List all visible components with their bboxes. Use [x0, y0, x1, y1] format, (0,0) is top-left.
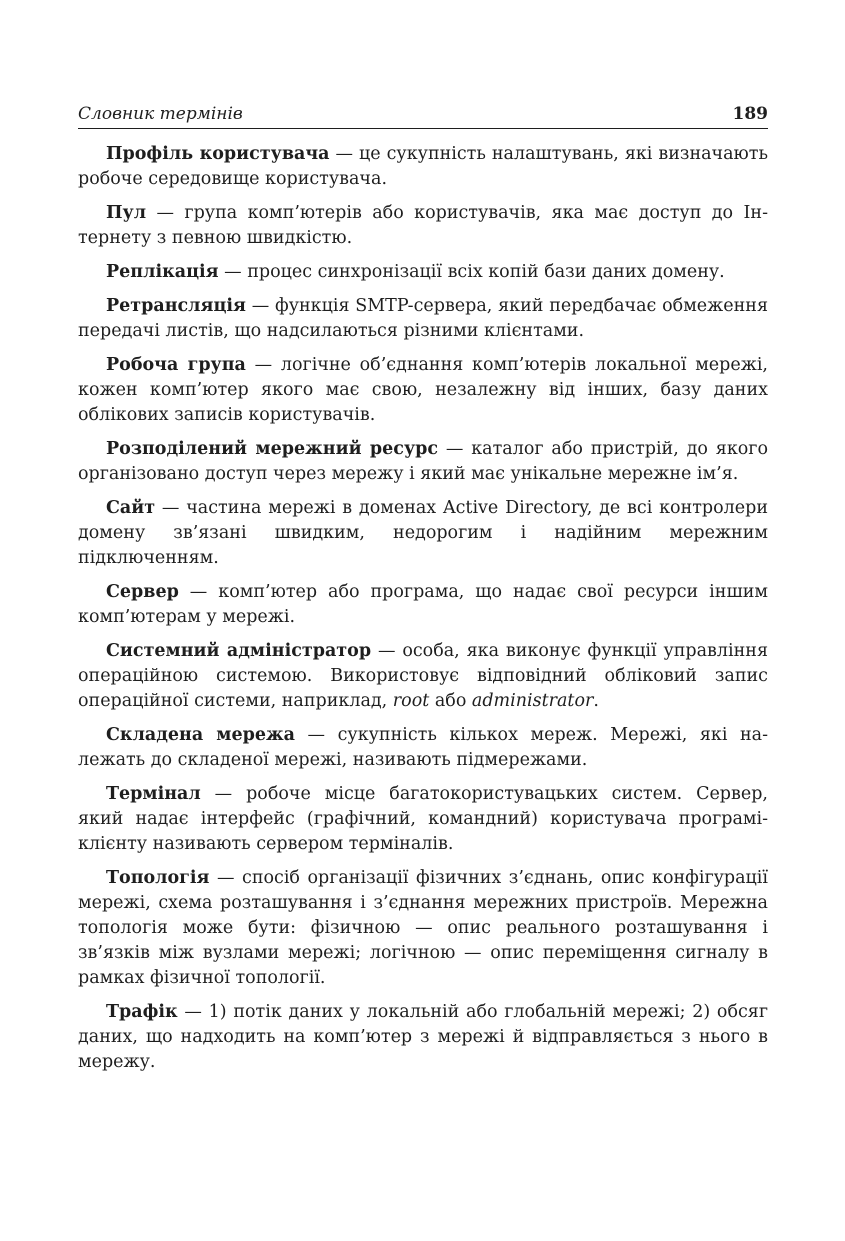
glossary-entry-traffic: [78, 1000, 768, 1075]
entry-example-root: root: [392, 691, 430, 711]
glossary-entry-terminal: [78, 782, 768, 857]
entry-term: Реплікація: [106, 262, 219, 282]
entry-term: Трафік: [106, 1002, 178, 1022]
glossary-entry-shared-resource: [78, 437, 768, 487]
entry-definition: — логічне об’єднання комп’ютерів локальної мережі, кожен комп’ютер якого має свою, незалежну від інших, базу даних облікових записів користувачів.: [78, 355, 768, 425]
running-header: [78, 104, 768, 129]
glossary-entry-replication: [78, 260, 768, 285]
entry-definition: — робоче місце багатокористувацьких систем. Сервер, який надає інтерфейс (графічний, командний) користувача програмі-клієнту називають сервером терміналів.: [78, 784, 768, 854]
entry-definition-end: .: [593, 691, 599, 711]
entry-term: Термінал: [106, 784, 201, 804]
entry-term: Розподілений мережний ресурс: [106, 439, 439, 459]
glossary-entry-topology: [78, 866, 768, 991]
entry-definition: — каталог або пристрій, до якого організовано доступ через мережу і який має унікальне мережне ім’я.: [78, 439, 768, 484]
entry-term: Ретрансляція: [106, 296, 246, 316]
entry-definition: — група комп’ютерів або користувачів, яка має доступ до Інтернету з певною швидкістю.: [78, 203, 768, 248]
entry-term: Складена мережа: [106, 725, 295, 745]
entry-term: Пул: [106, 203, 147, 223]
entry-term: Топологія: [106, 868, 210, 888]
section-title: Словник термінів: [78, 104, 243, 124]
entry-definition: — 1) потік даних у локальній або глобальній мережі; 2) обсяг даних, що надходить на комп’ютер з мережі й відправляється з нього в мережу.: [78, 1002, 768, 1072]
entry-definition: — особа, яка виконує функції управління операційною системою. Використовує відповідний обліковий запис операційної системи, наприклад,: [78, 641, 768, 711]
entry-example-administrator: administrator: [471, 691, 594, 711]
glossary-entry-site: [78, 496, 768, 571]
entry-definition: — процес синхронізації всіх копій бази даних домену.: [218, 262, 725, 282]
page-number: 189: [732, 104, 768, 124]
glossary-entry-relay: [78, 294, 768, 344]
entry-term: Робоча група: [106, 355, 246, 375]
entry-term: Системний адміністратор: [106, 641, 372, 661]
glossary-entry-pool: [78, 201, 768, 251]
entry-term: Сайт: [106, 498, 156, 518]
entry-term: Профіль користувача: [106, 144, 330, 164]
book-page: [78, 104, 768, 1084]
entry-definition: — спосіб організації фізичних з’єднань, опис конфігурації мережі, схема розташування і з’єднання мережних пристроїв. Мережна топологія може бути: фізичною — опис реального розташування і зв’язків між вузлами мережі; логічною — опис переміщення сигналу в рамках фізичної топології.: [78, 868, 768, 988]
entry-definition: — це сукупність налаштувань, які визначають робоче середовище користувача.: [78, 144, 768, 189]
entry-definition: — частина мережі в доменах Active Directory, де всі контролери домену зв’язані швидким, недорогим і надійним мережним підключенням.: [78, 498, 768, 568]
glossary-entry-server: [78, 580, 768, 630]
entry-definition-conjunction: або: [429, 691, 472, 711]
entry-definition: — сукупність кількох мереж. Мережі, які належать до складеної мережі, називають підмережами.: [78, 725, 769, 770]
entry-definition: — комп’ютер або програма, що надає свої ресурси іншим комп’ютерам у мережі.: [78, 582, 768, 627]
entry-term: Сервер: [106, 582, 179, 602]
glossary-entry-user-profile: [78, 142, 768, 192]
entry-definition: — функція SMTP-сервера, який передбачає обмеження передачі листів, що надсилаються різними клієнтами.: [78, 296, 768, 341]
glossary-entry-workgroup: [78, 353, 768, 428]
glossary-entry-sysadmin: [78, 639, 768, 714]
glossary-entries: [78, 142, 768, 1075]
glossary-entry-composite-network: [78, 723, 768, 773]
